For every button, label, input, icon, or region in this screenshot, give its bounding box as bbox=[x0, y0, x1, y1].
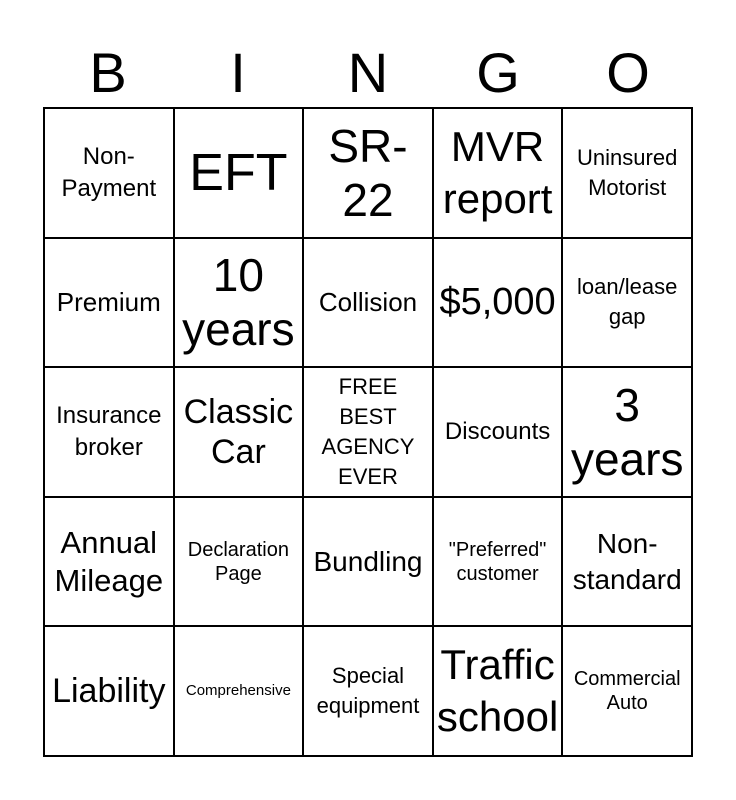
cell-label: "Preferred" customer bbox=[448, 538, 547, 585]
bingo-cell-r1c5[interactable] bbox=[563, 109, 693, 239]
bingo-cell-r1c3[interactable] bbox=[304, 109, 434, 239]
bingo-cell-r4c5[interactable] bbox=[563, 498, 693, 628]
bingo-cell-r3c5[interactable] bbox=[563, 368, 693, 498]
bingo-cell-r2c4[interactable] bbox=[434, 239, 564, 369]
header-letter-i: I bbox=[230, 41, 246, 104]
cell-label: Comprehensive bbox=[185, 682, 291, 700]
cell-label: 10 years bbox=[182, 249, 295, 356]
bingo-cell-r3c2[interactable] bbox=[175, 368, 305, 498]
cell-label: MVR report bbox=[442, 122, 553, 222]
bingo-cell-r3c3-free[interactable] bbox=[304, 368, 434, 498]
bingo-cell-r5c1[interactable] bbox=[45, 627, 175, 757]
cell-label: Annual Mileage bbox=[54, 524, 164, 598]
bingo-cell-r3c4[interactable] bbox=[434, 368, 564, 498]
bingo-cell-r2c2[interactable] bbox=[175, 239, 305, 369]
header-letter-b: B bbox=[89, 41, 127, 104]
cell-label: Uninsured Motorist bbox=[577, 144, 678, 200]
bingo-board bbox=[43, 107, 693, 757]
cell-label: Collision bbox=[318, 287, 418, 318]
cell-label: Insurance broker bbox=[56, 401, 162, 461]
bingo-cell-r1c1[interactable] bbox=[45, 109, 175, 239]
cell-label: Bundling bbox=[313, 545, 423, 577]
cell-label: Classic Car bbox=[183, 392, 294, 471]
cell-label: Traffic school bbox=[436, 641, 559, 741]
cell-label: FREE BEST AGENCY EVER bbox=[321, 373, 415, 489]
bingo-cell-r1c2[interactable] bbox=[175, 109, 305, 239]
bingo-cell-r4c1[interactable] bbox=[45, 498, 175, 628]
bingo-cell-r2c1[interactable] bbox=[45, 239, 175, 369]
bingo-cell-r4c4[interactable] bbox=[434, 498, 564, 628]
header-letter-o: O bbox=[606, 41, 650, 104]
bingo-cell-r5c3[interactable] bbox=[304, 627, 434, 757]
cell-label: $5,000 bbox=[439, 281, 556, 324]
bingo-cell-r5c5[interactable] bbox=[563, 627, 693, 757]
cell-label: 3 years bbox=[570, 378, 684, 485]
bingo-cell-r4c2[interactable] bbox=[175, 498, 305, 628]
bingo-cell-r2c3[interactable] bbox=[304, 239, 434, 369]
bingo-cell-r5c4[interactable] bbox=[434, 627, 564, 757]
header-letter-g: G bbox=[476, 41, 520, 104]
cell-label: Special equipment bbox=[316, 663, 420, 719]
cell-label: SR-22 bbox=[328, 119, 408, 226]
cell-label: loan/lease gap bbox=[577, 274, 678, 330]
bingo-cell-r3c1[interactable] bbox=[45, 368, 175, 498]
cell-label: Discounts bbox=[444, 417, 551, 445]
bingo-cell-r4c3[interactable] bbox=[304, 498, 434, 628]
header-letter-n: N bbox=[347, 41, 389, 104]
bingo-cell-r5c2[interactable] bbox=[175, 627, 305, 757]
cell-label: Declaration Page bbox=[187, 538, 289, 585]
cell-label: Non-standard bbox=[572, 527, 682, 595]
cell-label: Commercial Auto bbox=[573, 668, 681, 715]
bingo-cell-r2c5[interactable] bbox=[563, 239, 693, 369]
cell-label: Premium bbox=[56, 287, 161, 318]
cell-label: Non-Payment bbox=[61, 142, 157, 202]
bingo-header bbox=[43, 40, 693, 106]
cell-label: Liability bbox=[52, 672, 166, 711]
bingo-cell-r1c4[interactable] bbox=[434, 109, 564, 239]
cell-label: EFT bbox=[189, 143, 288, 202]
